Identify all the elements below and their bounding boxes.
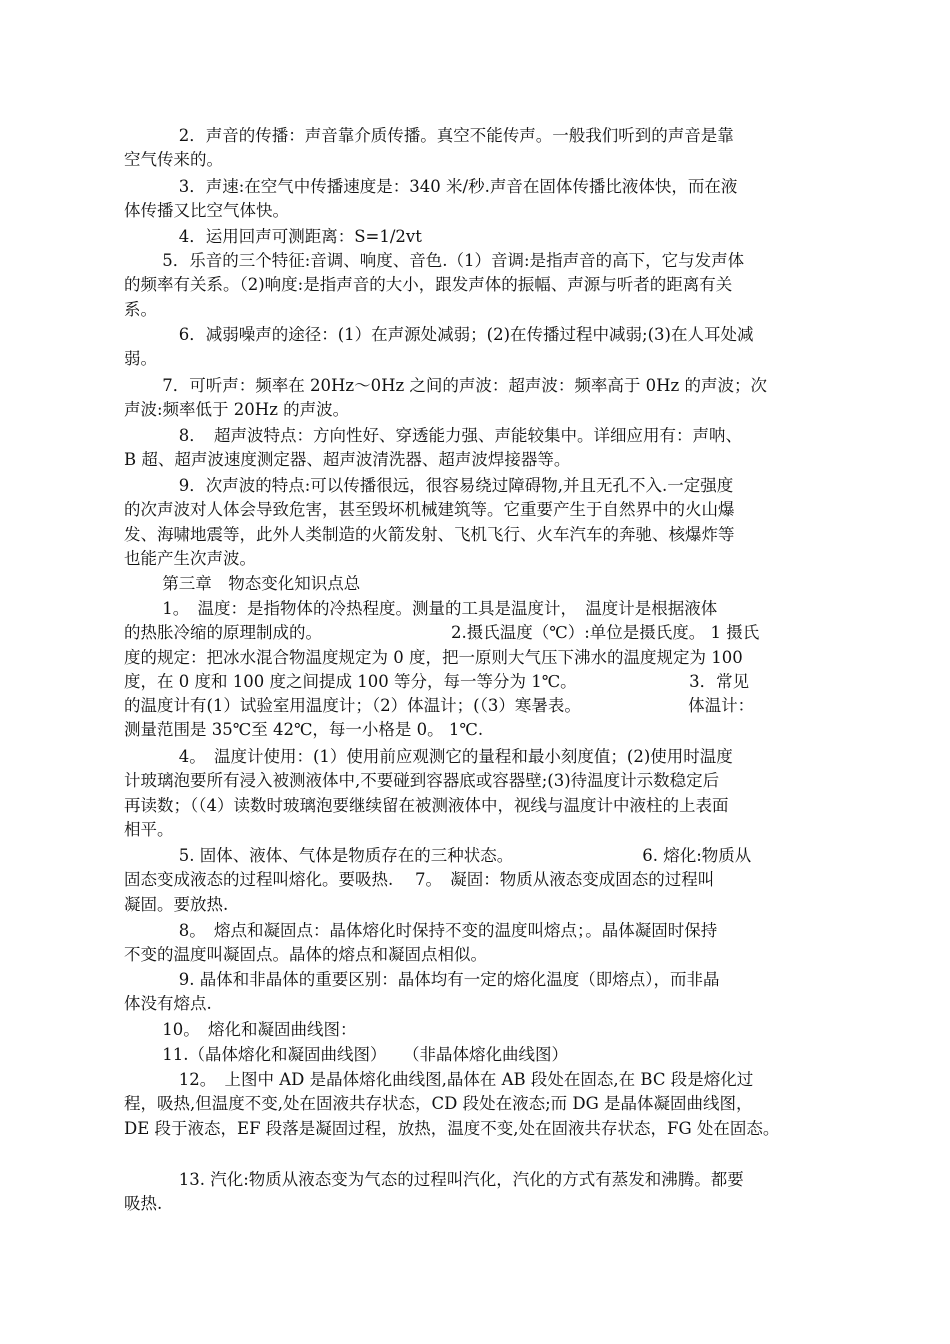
text-line: 12。 上图中 AD 是晶体熔化曲线图,晶体在 AB 段处在固态,在 BC 段是熔化过 [124,1070,754,1089]
text-line: 5．乐音的三个特征:音调、响度、音色.（1）音调:是指声音的高下，它与发声体 [124,251,745,270]
text-line: 8． 超声波特点：方向性好、穿透能力强、声能较集中。详细应用有：声呐、 [124,426,742,445]
paragraph-temperature [124,597,844,743]
chapter-heading [124,572,844,596]
text-line: 的温度计有(1）试验室用温度计；（2）体温计；(（3）寒暑表。 体温计： [124,696,755,716]
paragraph-sound-propagation [124,124,844,173]
text-line: DE 段于液态，EF 段落是凝固过程，放热，温度不变,处在固液共存状态，FG 处在固态。 [124,1118,780,1138]
paragraph-infrasound [124,474,844,571]
text-line: 空气传来的。 [124,150,223,170]
text-line: 的频率有关系。（2)响度:是指声音的大小，跟发声体的振幅、声源与听者的距离有关 [124,275,733,295]
text-line: 7．可听声：频率在 20Hz～0Hz 之间的声波：超声波：频率高于 0Hz 的声波；次 [124,376,767,395]
text-line: 度，在 0 度和 100 度之间提成 100 等分，每一等分为 1℃。 3．常见 [124,671,750,691]
text-line: 不变的温度叫凝固点。晶体的熔点和凝固点相似。 [124,945,487,965]
text-line: 吸热. [124,1194,163,1214]
text-line: 测量范围是 35℃至 42℃，每一小格是 0。 1℃. [124,720,484,740]
paragraph-thermometer-use [124,745,844,842]
text-line: 体没有熔点. [124,994,212,1014]
paragraph-curve-explanation [124,1068,844,1141]
text-line: 5. 固体、液体、气体是物质存在的三种状态。 6. 熔化:物质从 [124,846,752,865]
text-line: 相平。 [124,819,174,839]
text-line: 程，吸热,但温度不变,处在固液共存状态，CD 段处在液态;而 DG 是晶体凝固曲线图， [124,1094,753,1114]
text-line: 的次声波对人体会导致危害，甚至毁坏机械建筑等。它重要产生于自然界中的火山爆 [124,500,735,520]
text-line: 发、海啸地震等，此外人类制造的火箭发射、飞机飞行、火车汽车的奔驰、核爆炸等 [124,524,735,544]
text-line: 的热胀冷缩的原理制成的。 2.摄氏温度（℃）:单位是摄氏度。 1 摄氏 [124,623,760,643]
text-line: 1。 温度：是指物体的冷热程度。测量的工具是温度计， 温度计是根据液体 [124,599,718,618]
text-line: 固态变成液态的过程叫熔化。要吸热. 7。 凝固：物质从液态变成固态的过程叫 [124,870,715,890]
text-line: 弱。 [124,349,157,369]
text-line: 度的规定：把冰水混合物温度规定为 0 度，把一原则大气压下沸水的温度规定为 100 [124,647,743,667]
text-line: 9．次声波的特点:可以传播很远，很容易绕过障碍物,并且无孔不入.一定强度 [124,476,734,495]
paragraph-ultrasound [124,424,844,473]
text-line: 4．运用回声可测距离：S=1/2vt [124,227,422,246]
text-line: 计玻璃泡要所有浸入被测液体中,不要碰到容器底或容器壁;(3)待温度计示数稳定后 [124,771,720,791]
text-line: 8。 熔点和凝固点：晶体熔化时保持不变的温度叫熔点；。晶体凝固时保持 [124,921,718,940]
text-line: 11.（晶体熔化和凝固曲线图） （非晶体熔化曲线图） [124,1045,568,1064]
paragraph-audible-sound [124,374,844,423]
text-line: 声波:频率低于 20Hz 的声波。 [124,400,350,420]
paragraph-noise-reduction [124,323,844,372]
text-line: 第三章 物态变化知识点总 [124,574,361,593]
paragraph-echo-distance [124,225,844,249]
text-line: 体传播又比空气体快。 [124,201,289,221]
text-line: 3．声速:在空气中传播速度是：340 米/秒.声音在固体传播比液体快，而在液 [124,177,738,196]
paragraph-melting-point [124,919,844,968]
paragraph-curve-title [124,1018,844,1042]
text-line: 再读数；（（4）读数时玻璃泡要继续留在被测液体中，视线与温度计中液柱的上表面 [124,795,729,815]
text-line: 6．减弱噪声的途径：(1）在声源处减弱；(2)在传播过程中减弱;(3)在人耳处减 [124,325,754,344]
text-line: 9. 晶体和非晶体的重要区别：晶体均有一定的熔化温度（即熔点），而非晶 [124,970,720,989]
paragraph-vaporization [124,1168,844,1217]
text-line: 4。 温度计使用：(1）使用前应观测它的量程和最小刻度值；(2)使用时温度 [124,747,733,766]
text-line: 系。 [124,299,157,319]
text-line: 也能产生次声波。 [124,548,256,568]
text-line: 凝固。要放热. [124,894,229,914]
paragraph-music-features [124,249,844,322]
paragraph-crystal-difference [124,968,844,1017]
text-line: B 超、超声波速度测定器、超声波清洗器、超声波焊接器等。 [124,450,571,470]
text-line: 2．声音的传播：声音靠介质传播。真空不能传声。一般我们听到的声音是靠 [124,126,734,145]
text-line: 13. 汽化:物质从液态变为气态的过程叫汽化，汽化的方式有蒸发和沸腾。都要 [124,1170,744,1189]
paragraph-states-melting [124,844,844,917]
text-line: 10。 熔化和凝固曲线图： [124,1020,357,1039]
paragraph-curve-captions [124,1043,844,1067]
paragraph-sound-speed [124,175,844,224]
